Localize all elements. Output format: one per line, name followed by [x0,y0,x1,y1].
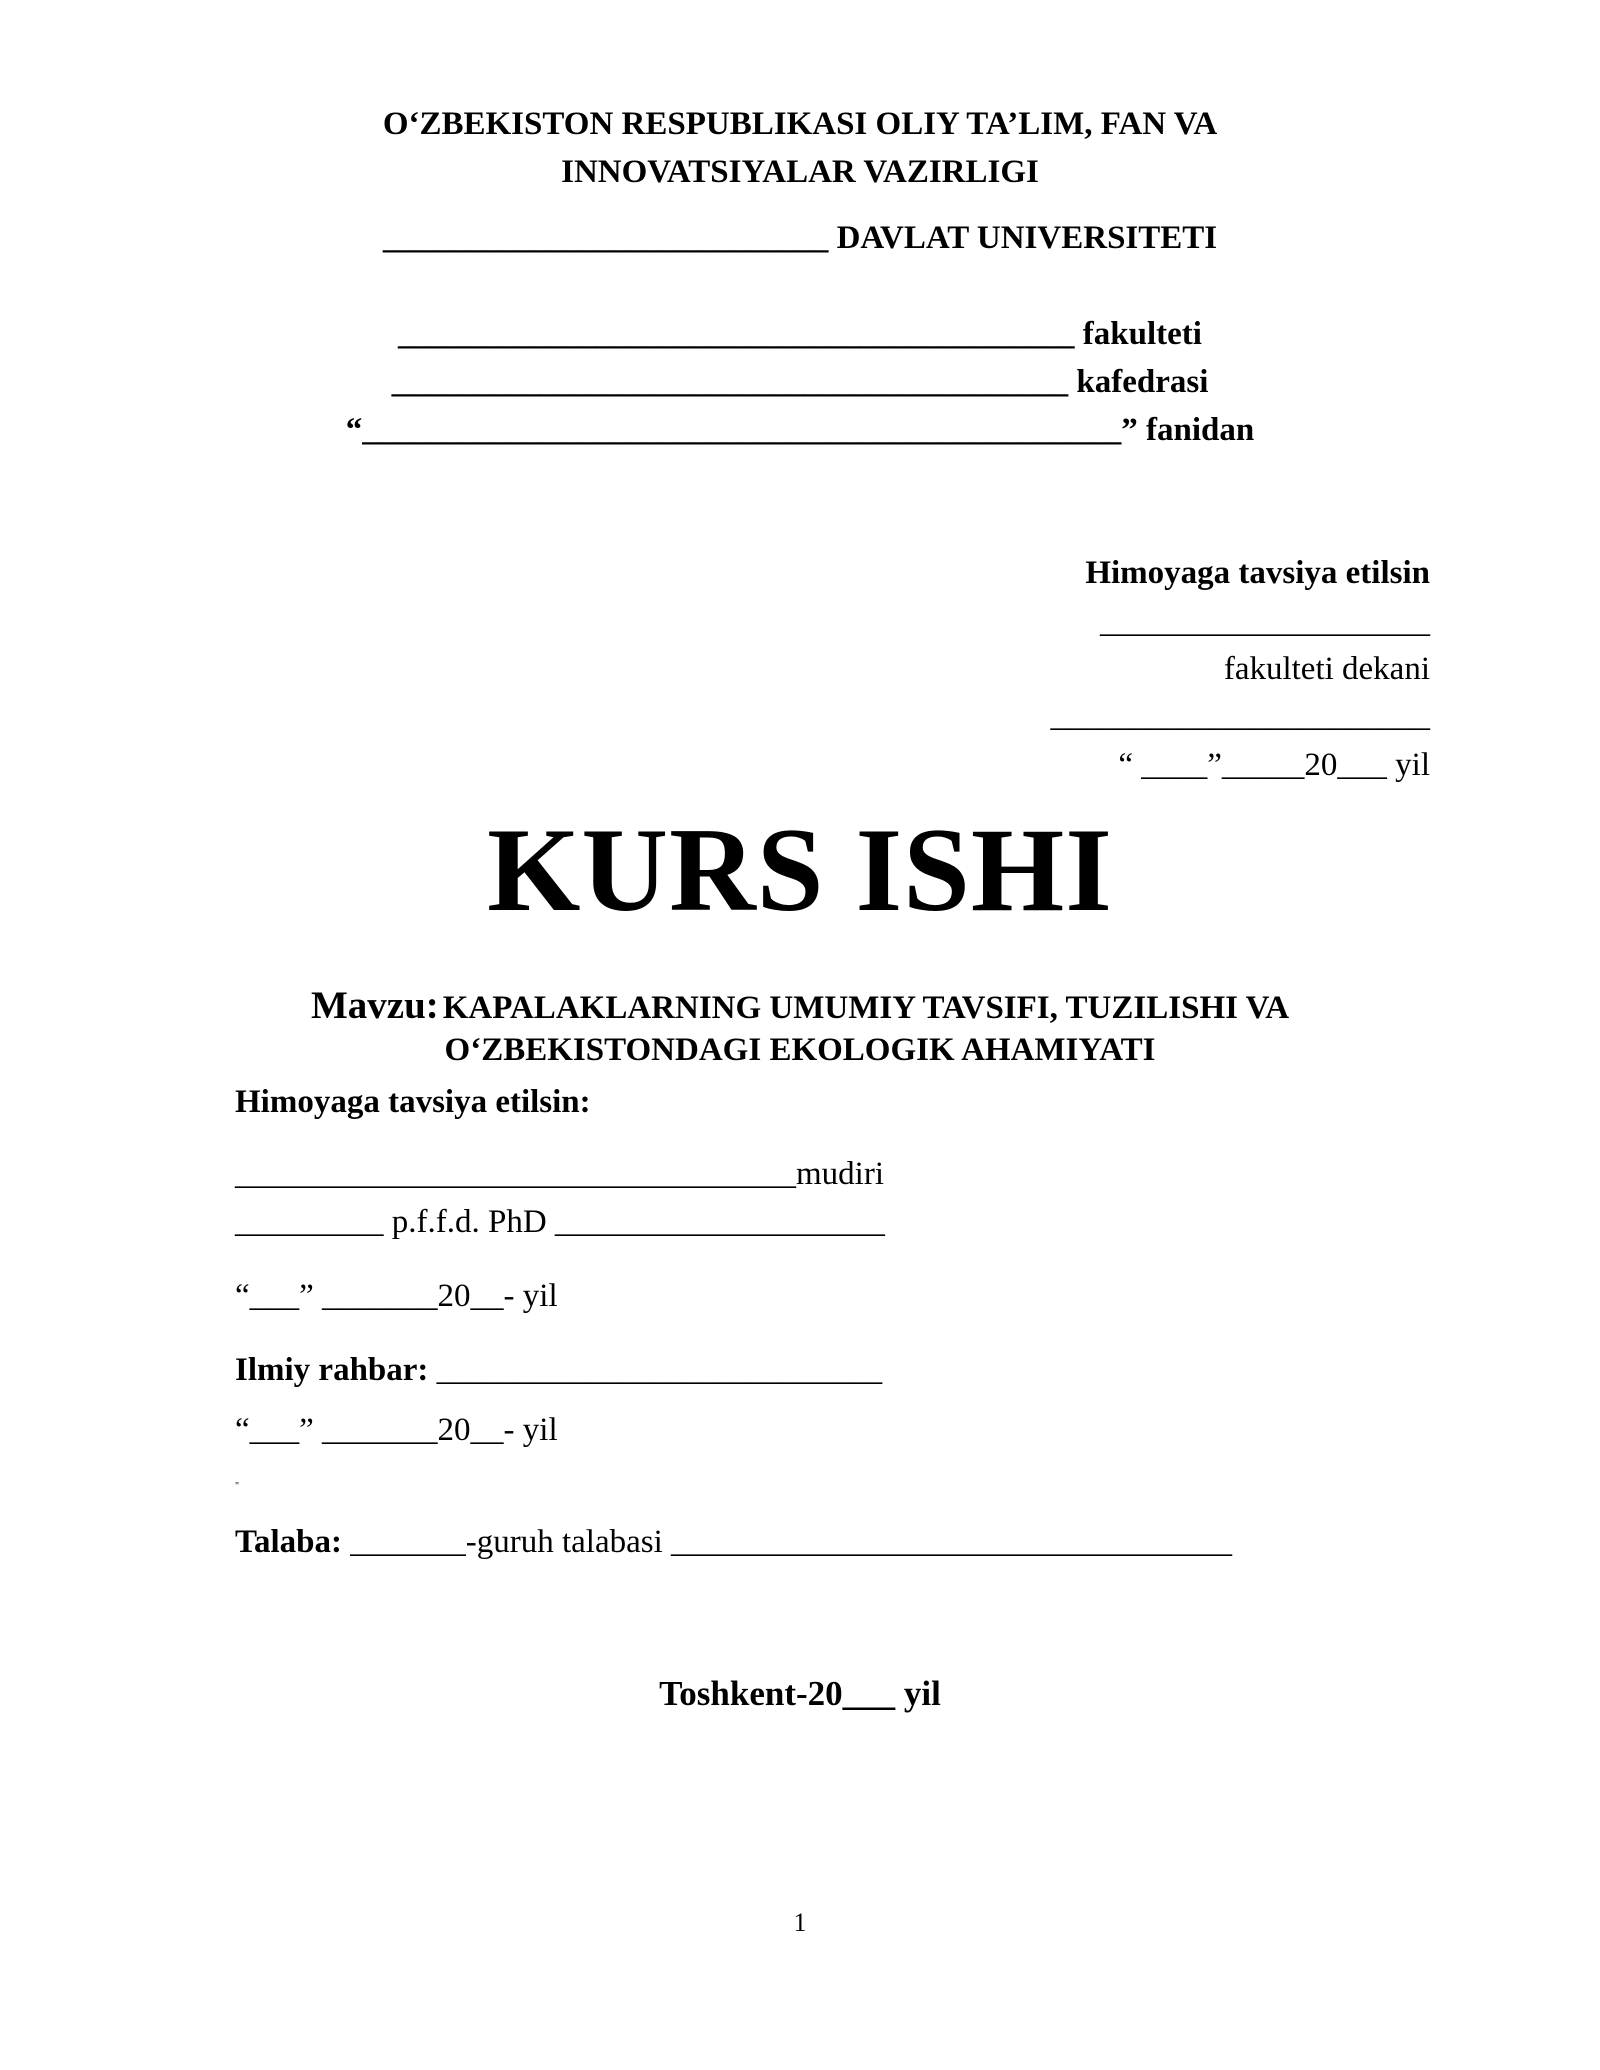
dean-name-line: _______________________ [1050,698,1430,734]
ministry-line-2: INNOVATSIYALAR VAZIRLIGI [561,154,1039,190]
advisor-line [235,1354,882,1387]
topic-line-2: O‘ZBEKISTONDAGI EKOLOGIK AHAMIYATI [444,1032,1156,1068]
approval-date: “ ____”_____20___ yil [1118,747,1430,783]
student-label: Talaba: [235,1524,342,1560]
stray-mark: " [235,1481,240,1492]
defense-recommendation-heading: Himoyaga tavsiya etilsin: [235,1084,591,1120]
page-number: 1 [793,1908,807,1937]
approval-heading: Himoyaga tavsiya etilsin [1085,555,1430,591]
date-line-1: “___” _______20__- yil [235,1278,558,1314]
date-line-2: “___” _______20__- yil [235,1412,558,1448]
head-of-department-line: __________________________________mudiri [235,1156,884,1192]
city-year: Toshkent-20___ yil [659,1674,941,1713]
subject-line: “______________________________________________” fanidan [345,412,1255,448]
topic-label: Mavzu: [310,984,439,1027]
degree-line: _________ p.f.f.d. PhD ____________________ [235,1204,885,1240]
topic-text-1: KAPALAKLARNING UMUMIY TAVSIFI, TUZILISHI VA [442,990,1290,1026]
approval-signature-line: ____________________ [1100,604,1430,640]
topic-line-1 [0,986,1600,1025]
faculty-line: _________________________________________ fakulteti [398,316,1202,352]
document-title: KURS ISHI [487,803,1113,936]
student-line [235,1526,1232,1559]
department-line: _________________________________________ kafedrasi [391,364,1209,400]
advisor-signature-line: ___________________________ [428,1352,883,1388]
dean-label: fakulteti dekani [1223,651,1430,687]
ministry-line-1: O‘ZBEKISTON RESPUBLIKASI OLIY TA’LIM, FAN VA [382,106,1218,142]
advisor-label: Ilmiy rahbar: [235,1352,429,1388]
student-group-line: _______-guruh talabasi __________________________________ [342,1524,1233,1560]
university-line: ___________________________ DAVLAT UNIVERSITETI [382,220,1218,256]
